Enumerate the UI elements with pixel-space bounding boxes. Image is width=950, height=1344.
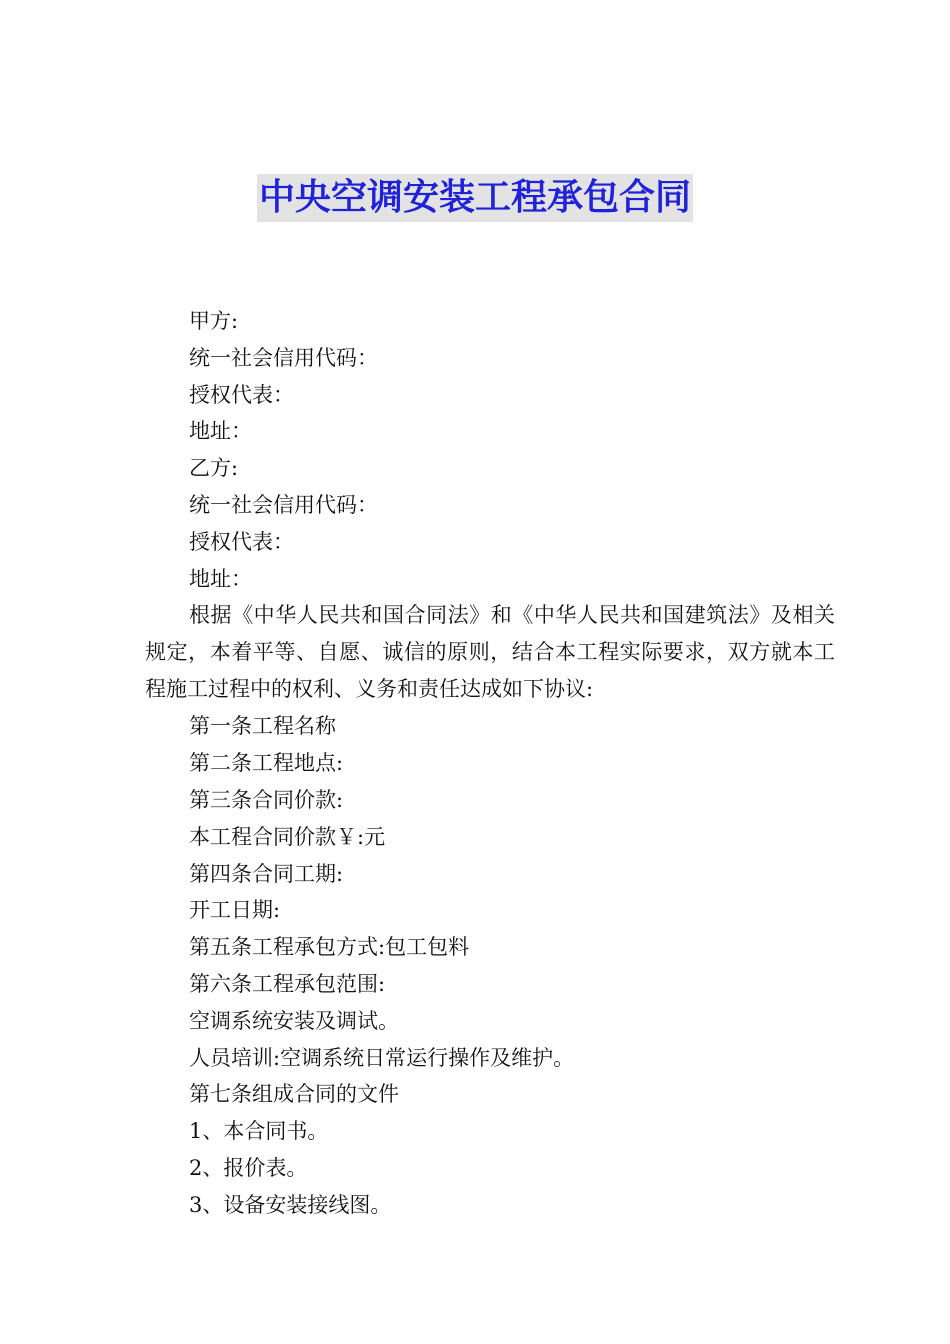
preamble-paragraph: 根据《中华人民共和国合同法》和《中华人民共和国建筑法》及相关规定，本着平等、自愿、诚信的原则，结合本工程实际要求，双方就本工程施工过程中的权利、义务和责任达成如下协议:: [145, 603, 835, 702]
scope-item-training: 人员培训:空调系统日常运行操作及维护。: [189, 1045, 575, 1070]
document-list-item: 1、本合同书。: [189, 1119, 329, 1144]
document-body: [145, 303, 835, 1224]
article-6: 第六条工程承包范围:: [189, 971, 386, 996]
party-b-representative: 授权代表：: [189, 529, 294, 554]
party-a-credit-code: 统一社会信用代码：: [189, 345, 378, 370]
party-a-label: 甲方:: [189, 309, 239, 333]
article-4: 第四条合同工期:: [189, 861, 344, 886]
article-2: 第二条工程地点:: [189, 751, 344, 776]
party-a-representative: 授权代表：: [189, 382, 294, 407]
document-list-item: 2、报价表。: [189, 1155, 308, 1180]
title-container: [0, 174, 950, 222]
article-5: 第五条工程承包方式:包工包料: [189, 935, 470, 960]
document-title: 中央空调安装工程承包合同: [257, 174, 693, 222]
contract-price: 本工程合同价款￥:元: [189, 824, 386, 849]
article-3: 第三条合同价款:: [189, 787, 344, 812]
party-b-credit-code: 统一社会信用代码：: [189, 492, 378, 517]
party-b-label: 乙方:: [189, 456, 239, 481]
article-1: 第一条工程名称: [189, 714, 336, 739]
document-list-item: 3、设备安装接线图。: [189, 1192, 392, 1217]
scope-item-install: 空调系统安装及调试。: [189, 1008, 399, 1033]
start-date: 开工日期:: [189, 898, 281, 923]
article-7: 第七条组成合同的文件: [189, 1082, 399, 1107]
party-b-address: 地址：: [189, 566, 252, 591]
party-a-address: 地址：: [189, 419, 252, 444]
